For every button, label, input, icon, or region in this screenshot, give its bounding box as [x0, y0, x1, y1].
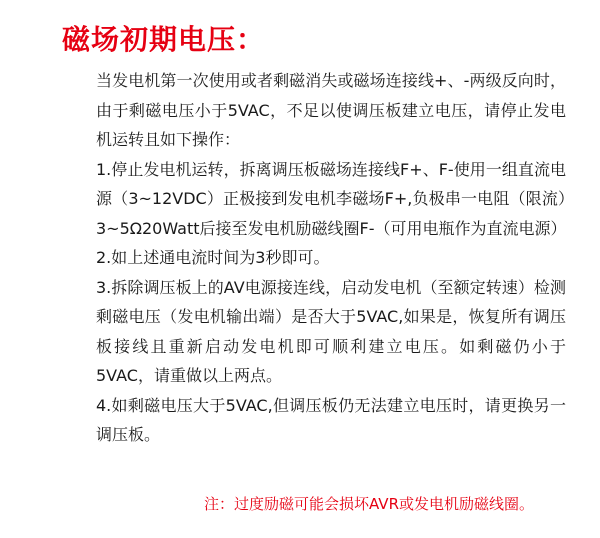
step-2-paragraph: 2.如上述通电流时间为3秒即可。 — [96, 248, 330, 267]
step-1-paragraph: 1.停止发电机运转，拆离调压板磁场连接线F+、F-使用一组直流电源（3~12VDC）正极接到发电机李磁场F+,负极串一电阻（限流）3~5Ω20Watt后接至发电机励磁线圈F-（可用电瓶作为直流电源） — [96, 159, 567, 238]
intro-paragraph: 当发电机第一次使用或者剩磁消失或磁场连接线+、-两级反向时，由于剩磁电压小于5VAC，不足以使调压板建立电压，请停止发电机运转且如下操作： — [96, 71, 566, 149]
warning-note: 注：过度励磁可能会损坏AVR或发电机励磁线圈。 — [204, 495, 534, 513]
instructions-body — [96, 66, 566, 450]
page-title: 磁场初期电压： — [62, 23, 266, 56]
step-3-paragraph: 3.拆除调压板上的AV电源接连线，启动发电机（至额定转速）检测剩磁电压（发电机输出端）是否大于5VAC,如果是，恢复所有调压板接线且重新启动发电机即可顺利建立电压。如剩磁仍小于5VAC，请重做以上两点。 — [96, 277, 566, 385]
step-4-paragraph: 4.如剩磁电压大于5VAC,但调压板仍无法建立电压时，请更换另一调压板。 — [96, 395, 566, 444]
